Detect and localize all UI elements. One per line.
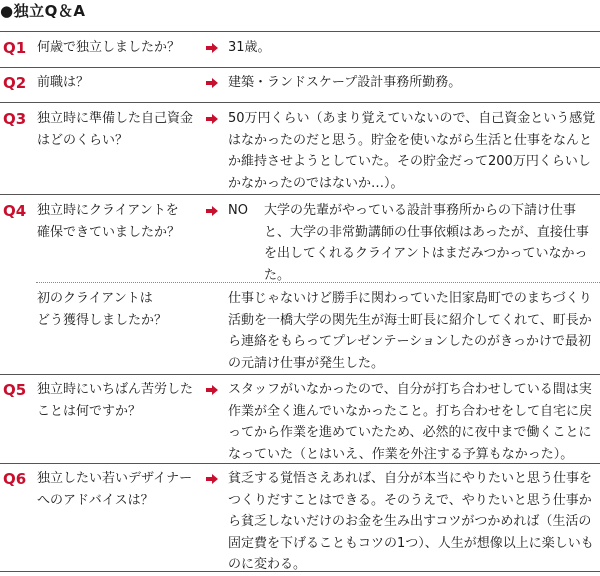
divider — [0, 102, 600, 103]
qa-row-q2 — [0, 72, 600, 98]
qa-row-q4-followup — [0, 288, 600, 374]
right-arrow-icon — [206, 77, 218, 89]
question-number: Q6 — [3, 470, 27, 488]
divider — [0, 194, 600, 195]
qa-row-q5 — [0, 379, 600, 465]
question-text: 独立時に準備した自己資金 はどのくらい？ — [37, 111, 194, 148]
answer-text: 仕事じゃないけど勝手に関わっていた旧家島町でのまちづくり活動を一橋大学の関先生が海士町長に紹介してくれて、町長から連絡をもらってプレゼンテーションしたのがきっかけで最初の元請け仕事が発生した。 — [228, 291, 592, 371]
answer-text: 貧乏する覚悟さえあれば、自分が本当にやりたいと思う仕事をつくりだすことはできる。そのうえで、やりたいと思う仕事から貧乏しないだけのお金を生み出すコツがつかめれば（生活の固定費を下げることもコツの1つ）、人生が想像以上に楽しいものに変わる。 — [228, 471, 594, 572]
divider — [0, 463, 600, 464]
question-text: 前職は？ — [37, 75, 90, 90]
right-arrow-icon — [206, 473, 218, 485]
qa-row-q4 — [0, 200, 600, 283]
question-text: 独立したい若いデザイナー へのアドバイスは？ — [37, 471, 193, 508]
answer-text: 31歳。 — [228, 40, 271, 55]
divider — [36, 282, 600, 283]
question-number: Q2 — [3, 74, 27, 92]
qa-row-q1 — [0, 37, 600, 63]
divider — [0, 31, 600, 32]
right-arrow-icon — [206, 205, 218, 217]
question-text: 初のクライアントは どう獲得しましたか？ — [37, 291, 168, 328]
right-arrow-icon — [206, 113, 218, 125]
answer-text: 建築・ランドスケープ設計事務所勤務。 — [228, 75, 462, 90]
answer-text: 50万円くらい（あまり覚えていないので、自己資金という感覚はなかったのだと思う。貯金を使いながら生活と仕事をなんとか維持させようとしていた。その貯金だって200万円くらいしかなかったのではないか…）。 — [228, 111, 596, 191]
answer-prefix: NO — [228, 203, 248, 218]
answer-text: スタッフがいなかったので、自分が打ち合わせしている間は実作業が全く進んでいなかったこと。打ち合わせをして自宅に戻ってから作業を進めていたため、必然的に夜中まで働くことになっていた（とはいえ、作業を外注する予算もなかった）。 — [228, 382, 593, 462]
section-heading: ●独立Q＆A — [0, 2, 86, 20]
divider — [0, 374, 600, 375]
right-arrow-icon — [206, 42, 218, 54]
question-number: Q3 — [3, 110, 27, 128]
question-number: Q4 — [3, 202, 27, 220]
answer-text: 大学の先輩がやっている設計事務所からの下請け仕事と、大学の非常勤講師の仕事依頼はあったが、直接仕事を出してくれるクライアントはまだみつかっていなかった。 — [264, 203, 589, 283]
question-number: Q1 — [3, 39, 27, 57]
question-text: 独立時にクライアントを 確保できていましたか？ — [37, 203, 181, 240]
right-arrow-icon — [206, 384, 218, 396]
qa-row-q6 — [0, 468, 600, 572]
question-text: 何歳で独立しましたか？ — [37, 40, 181, 55]
divider — [0, 571, 600, 572]
question-text: 独立時にいちばん苦労した ことは何ですか？ — [37, 382, 194, 419]
qa-row-q3 — [0, 108, 600, 194]
question-number: Q5 — [3, 381, 27, 399]
divider — [0, 67, 600, 68]
